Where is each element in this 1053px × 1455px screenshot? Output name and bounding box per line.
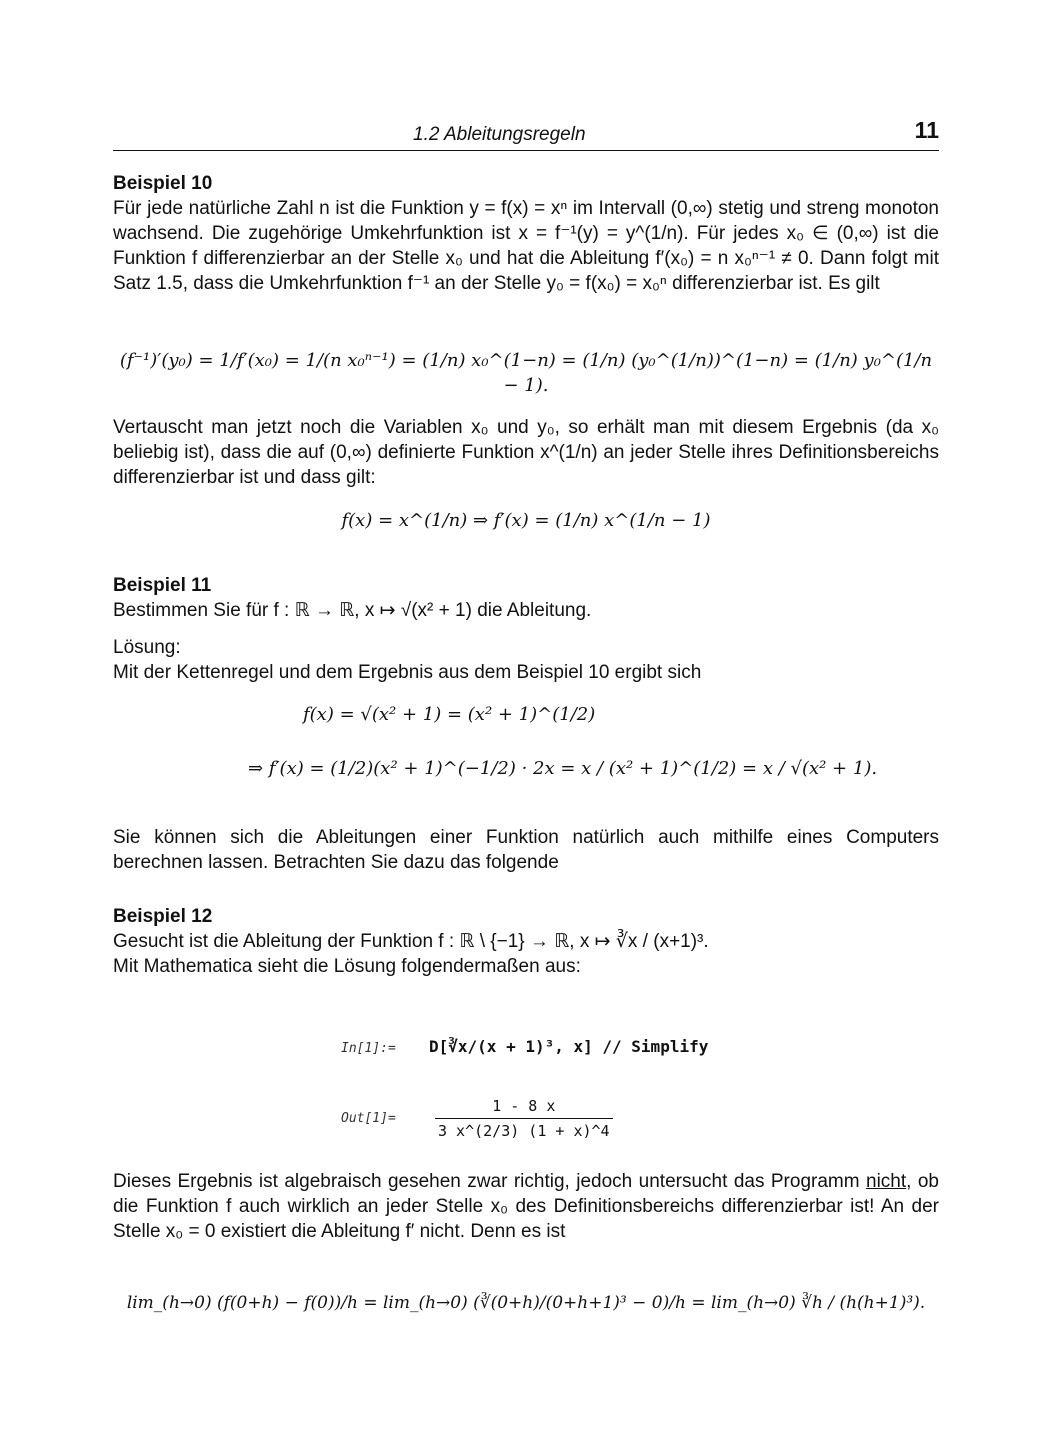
output-denominator: 3 x^(2/3) (1 + x)^4	[438, 1122, 610, 1140]
limit-formula: lim_(h→0) (f(0+h) − f(0))/h = lim_(h→0) (∛(0+h)/(0+h+1)³ − 0)/h = lim_(h→0) ∛h / (h(h+1)³).	[126, 1293, 926, 1313]
section-title: 1.2 Ableitungsregeln	[413, 124, 586, 145]
mathematica-input-cell	[341, 1030, 761, 1070]
example-11-formula-1: f(x) = √(x² + 1) = (x² + 1)^(1/2)	[303, 704, 596, 725]
input-label: In[1]:=	[341, 1041, 396, 1056]
output-numerator: 1 - 8 x	[435, 1094, 613, 1119]
example-10-paragraph-2: Vertauscht man jetzt noch die Variablen x₀ und y₀, so erhält man mit diesem Ergebnis (da x₀ beliebig ist), dass die auf (0,∞) definierte Funktion x^(1/n) an jeder Stelle ihres Definitionsbereichs differenzierbar ist und dass gilt:	[113, 417, 939, 488]
example-10-formula-2: f(x) = x^(1/n) ⇒ f′(x) = (1/n) x^(1/n − 1)	[341, 510, 711, 531]
example-10-text-1: Für jede natürliche Zahl n ist die Funktion y = f(x) = xⁿ im Intervall (0,∞) stetig und streng monoton wachsend. Die zugehörige Umkehrfunktion ist x = f⁻¹(y) = y^(1/n). Für jedes x₀ ∈ (0,∞) ist die Funktion f differenzierbar an der Stelle x₀ und hat die Ableitung f′(x₀) = n x₀ⁿ⁻¹ ≠ 0. Dann folgt mit Satz 1.5, dass die Umkehrfunktion f⁻¹ an der Stelle y₀ = f(x₀) = x₀ⁿ differenzierbar ist. Es gilt	[113, 198, 939, 294]
example-12	[113, 904, 939, 979]
underlined-nicht: nicht	[866, 1171, 907, 1192]
example-10-formula-1: (f⁻¹)′(y₀) = 1/f′(x₀) = 1/(n x₀ⁿ⁻¹) = (1/n) x₀^(1−n) = (1/n) (y₀^(1/n))^(1−n) = (1/n) y₀^(1/n − 1).	[119, 350, 933, 396]
example-11-formula-2: ⇒ f′(x) = (1/2)(x² + 1)^(−1/2) · 2x = x / (x² + 1)^(1/2) = x / √(x² + 1).	[248, 758, 878, 779]
example-12-text: Mit Mathematica sieht die Lösung folgendermaßen aus:	[113, 956, 581, 977]
paragraph-part-a: Dieses Ergebnis ist algebraisch gesehen zwar richtig, jedoch untersucht das Programm	[113, 1171, 860, 1192]
example-11-text: Mit der Kettenregel und dem Ergebnis aus dem Beispiel 10 ergibt sich	[113, 662, 702, 683]
output-fraction	[435, 1094, 613, 1143]
mathematica-output-cell	[341, 1094, 641, 1144]
output-label: Out[1]=	[341, 1111, 396, 1126]
example-10-title: Beispiel 10	[113, 173, 213, 194]
middle-paragraph: Sie können sich die Ableitungen einer Funktion natürlich auch mithilfe eines Computers berechnen lassen. Betrachten Sie dazu das folgende	[113, 827, 939, 873]
paragraph-part-b: , ob die Funktion f auch wirklich an jeder Stelle x₀ des Definitionsbereichs differenzierbar ist! An der Stelle x₀ = 0 existiert die Ableitung f′ nicht. Denn es ist	[113, 1171, 939, 1242]
running-header	[113, 118, 939, 151]
example-11	[113, 573, 939, 685]
example-12-title: Beispiel 12	[113, 906, 213, 927]
example-12-paragraph-2	[113, 1169, 939, 1244]
example-11-task: Bestimmen Sie für f : ℝ → ℝ, x ↦ √(x² + 1) die Ableitung.	[113, 600, 592, 621]
solution-label: Lösung:	[113, 637, 181, 658]
example-10	[113, 171, 939, 296]
example-11-title: Beispiel 11	[113, 575, 212, 596]
input-code: D[∛x/(x + 1)³, x] // Simplify	[429, 1037, 709, 1056]
page-number: 11	[914, 117, 939, 143]
example-12-task: Gesucht ist die Ableitung der Funktion f : ℝ \ {−1} → ℝ, x ↦ ∛x / (x+1)³.	[113, 931, 709, 952]
